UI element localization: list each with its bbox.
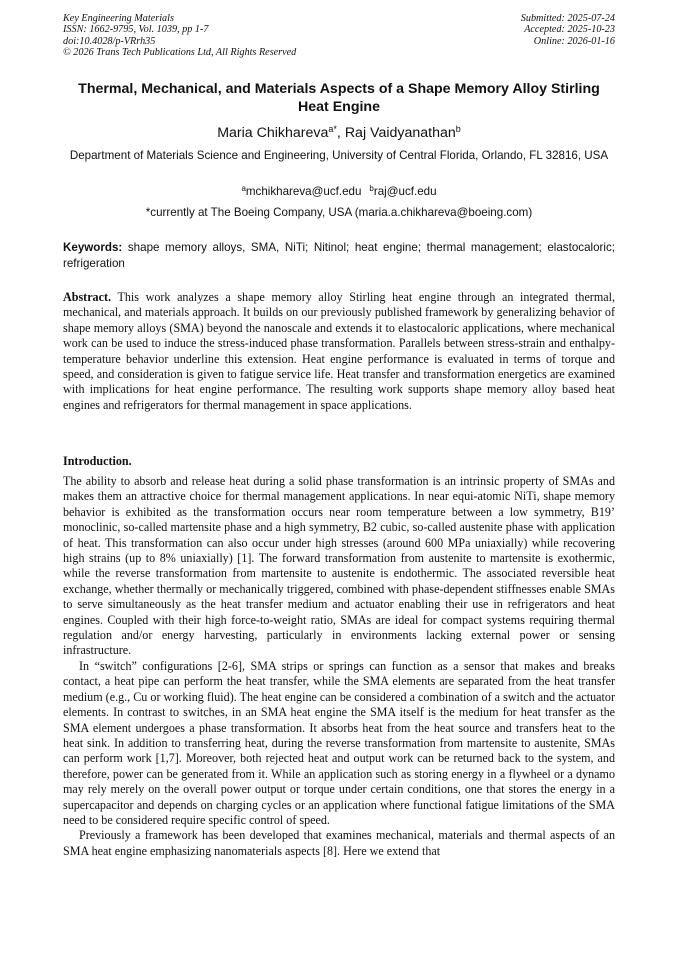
affiliation: Department of Materials Science and Engineering, University of Central Florida, Orlando, FL 32816, USA (69, 149, 609, 162)
journal-info (63, 13, 393, 58)
body-paragraph: The ability to absorb and release heat during a solid phase transformation is an intrinsic property of SMAs and makes them an attractive choice for thermal management applications. In near equi-atomic NiTi, shape memory behavior is exhibited as the transformation occurs near room temperature between a low symmetry, B19’ monoclinic, so-called martensite phase and a high symmetry, B2 cubic, so-called austenite phase with application of heat. This transformation can also occur under high stresses (around 600 MPa uniaxially) while recovering high strains (up to 8% uniaxially) [1]. The forward transformation from austenite to martensite is exothermic, while the reverse transformation from martensite to austenite is endothermic. The associated reversible heat exchange, whether thermally or mechanically triggered, combined with phase-dependent stiffnesses enable SMAs to serve simultaneously as the heat transfer medium and actuator enabling their use in refrigerators and heat engines. Coupled with their high force-to-weight ratio, SMAs are ideal for compact systems requiring thermal regulation and/or energy harvesting, particularly in environments lacking external power or sensing infrastructure. (63, 474, 615, 658)
journal-name: Key Engineering Materials (63, 13, 174, 24)
keywords-block (63, 240, 615, 272)
author-name: Maria Chikhareva (217, 125, 329, 141)
body-paragraph: In “switch” configurations [2-6], SMA strips or springs can function as a sensor that makes and breaks contact, a heat pipe can perform the heat transfer, while the SMA elements are separated from the heat transfer medium (e.g., Cu or working fluid). The heat engine can be considered a combination of a switch and the actuator elements. In contrast to switches, in an SMA heat engine the SMA itself is the medium for heat transfer as the SMA element undergoes a phase transformation. It absorbs heat from the heat source and transfers heat to the heat sink. In addition to transferring heat, during the reverse transformation from martensite to austenite, SMAs can perform work [1,7]. Moreover, both rejected heat and output work can be returned back to the system, and therefore, power can be generated from it. While an application such as storing energy in a flywheel or a dynamo may rely merely on the overall power output or torque under certain conditions, one that stores the energy in a supercapacitor and depends on charging cycles or an application where functional fatigue limitations of the SMA need to be considered require specific control of speed. (63, 658, 615, 827)
author-affiliation-mark: a* (328, 124, 337, 134)
journal-doi: doi:10.4028/p-VRrh35 (63, 35, 156, 47)
current-affiliation-note: *currently at The Boeing Company, USA (maria.a.chikhareva@boeing.com) (145, 206, 533, 219)
author-list (63, 124, 615, 142)
online-date: Online: 2026-01-16 (533, 35, 615, 47)
paper-title: Thermal, Mechanical, and Materials Aspects of a Shape Memory Alloy Stirling Heat Engine (78, 81, 600, 115)
email-mark: b (369, 184, 374, 193)
email-address[interactable]: mchikhareva@ucf.edu (245, 185, 362, 198)
abstract-label: Abstract. (63, 290, 112, 304)
introduction-body (63, 474, 615, 859)
keywords-label: Keywords: (63, 241, 123, 254)
email-mark: a (241, 184, 246, 193)
email-address[interactable]: raj@ucf.edu (373, 185, 437, 198)
submitted-date: Submitted: 2025-07-24 (520, 13, 615, 24)
publication-dates (395, 13, 615, 47)
section-heading-introduction: Introduction. (63, 454, 132, 468)
keywords-text: shape memory alloys, SMA, NiTi; Nitinol; heat engine; thermal management; elastocaloric; refrigeration (63, 241, 615, 270)
body-paragraph: Previously a framework has been developed that examines mechanical, materials and thermal aspects of an SMA heat engine emphasizing nanomaterials aspects [8]. Here we extend that (63, 828, 615, 858)
abstract-text: This work analyzes a shape memory alloy Stirling heat engine through an integrated thermal, mechanical, and materials approach. It builds on our previously published framework by generalizing behavior of shape memory alloys (SMA) beyond the nanoscale and extends it to elastocaloric applications, where mechanical work can be used to induce the stress-induced phase transformation. Parallels between stress-strain and enthalpy-temperature behavior underline this extension. Heat engine performance is evaluated in terms of torque and speed, and consideration is given to fatigue service life. Heat transfer and transformation energetics are examined with implications for heat engine performance. The resulting work supports shape memory alloy based heat engines and refrigerators for thermal management in space applications. (63, 290, 615, 412)
accepted-date: Accepted: 2025-10-23 (524, 24, 615, 36)
journal-issn: ISSN: 1662-9795, Vol. 1039, pp 1-7 (63, 24, 209, 36)
author-emails (63, 184, 615, 199)
abstract-block (63, 290, 615, 413)
author-affiliation-mark: b (455, 124, 461, 134)
copyright-notice: © 2026 Trans Tech Publications Ltd, All Rights Reserved (63, 46, 297, 58)
author-separator: , (336, 125, 345, 141)
author-name: Raj Vaidyanathan (344, 125, 456, 141)
